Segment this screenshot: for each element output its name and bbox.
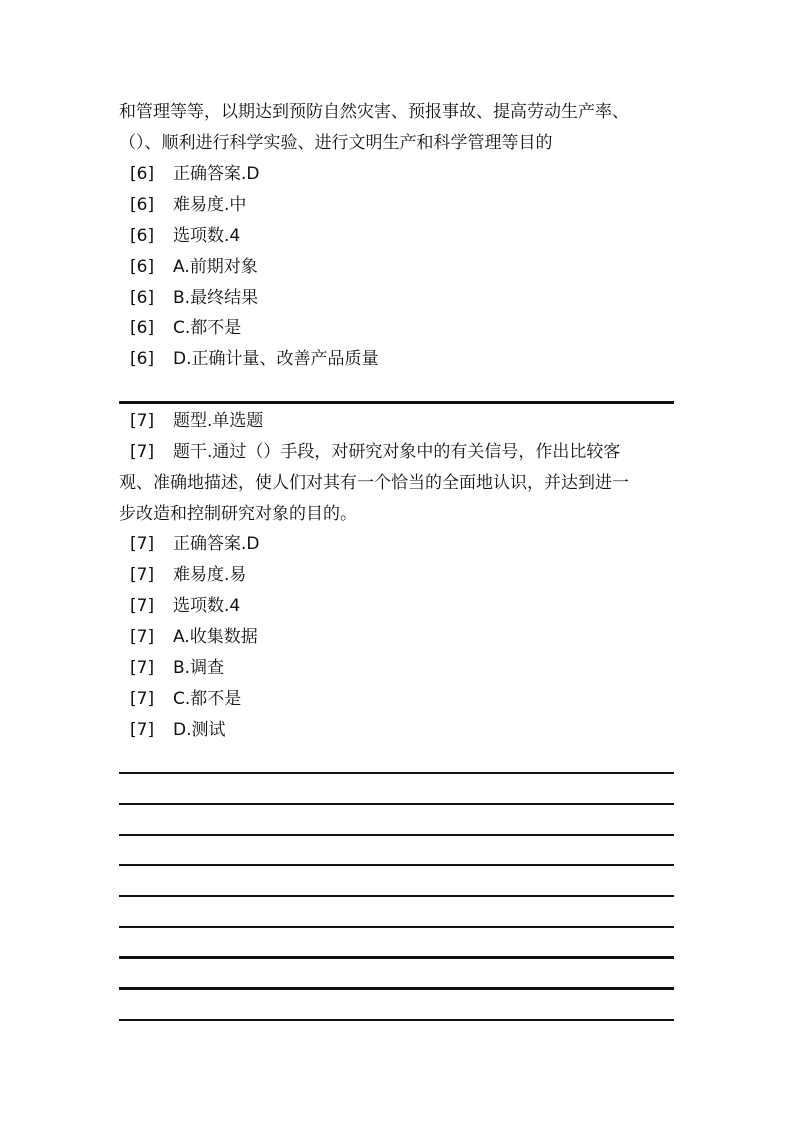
q7-option-c: C.都不是 <box>173 689 242 709</box>
q6-option-count-row <box>119 221 679 252</box>
q7-option-b: B.调查 <box>173 658 225 678</box>
q6-option-c-row <box>119 313 679 344</box>
question-divider <box>119 401 674 404</box>
q6-marker: [6] <box>130 288 155 308</box>
q7-difficulty-row <box>119 560 679 591</box>
q6-option-b: B.最终结果 <box>173 288 259 308</box>
q6-marker: [6] <box>130 257 155 277</box>
q7-option-c-row <box>119 684 679 715</box>
q6-option-a: A.前期对象 <box>173 257 258 277</box>
q7-marker: [7] <box>130 534 155 554</box>
q7-stem-line-2: 观、准确地描述，使人们对其有一个恰当的全面地认识，并达到进一 <box>119 473 629 493</box>
separator-rule <box>119 834 674 836</box>
q7-option-count-row <box>119 591 679 622</box>
q7-answer: 正确答案.D <box>173 534 260 554</box>
q6-option-count: 选项数.4 <box>173 226 241 246</box>
q7-stem-line-3: 步改造和控制研究对象的目的。 <box>119 504 357 524</box>
q7-difficulty: 难易度.易 <box>173 565 247 585</box>
q6-option-a-row <box>119 252 679 283</box>
q7-marker: [7] <box>130 689 155 709</box>
q7-stem-row <box>119 437 679 468</box>
q6-answer: 正确答案.D <box>173 164 260 184</box>
q7-marker: [7] <box>130 658 155 678</box>
q7-marker: [7] <box>130 596 155 616</box>
q7-option-count: 选项数.4 <box>173 596 241 616</box>
q7-option-b-row <box>119 653 679 684</box>
q7-type: 题型.单选题 <box>173 411 264 431</box>
q7-marker: [7] <box>130 720 155 740</box>
separator-rule <box>119 864 674 866</box>
separator-rule <box>119 987 674 990</box>
q7-option-d-row <box>119 715 679 746</box>
separator-rule <box>119 926 674 928</box>
q6-marker: [6] <box>130 195 155 215</box>
q6-option-b-row <box>119 283 679 314</box>
q7-option-a: A.收集数据 <box>173 627 258 647</box>
q6-answer-row <box>119 159 679 190</box>
q7-marker: [7] <box>130 442 155 462</box>
q7-type-row <box>119 406 679 437</box>
separator-rule <box>119 803 674 805</box>
q6-difficulty-row <box>119 190 679 221</box>
q6-marker: [6] <box>130 318 155 338</box>
q7-stem-line-1: 题干.通过（）手段，对研究对象中的有关信号，作出比较客 <box>173 442 621 462</box>
q7-marker: [7] <box>130 565 155 585</box>
q6-difficulty: 难易度.中 <box>173 195 247 215</box>
q6-option-d-row <box>119 344 679 375</box>
q6-stem-line-2: （）、顺利进行科学实验、进行文明生产和科学管理等目的 <box>119 133 553 153</box>
q7-marker: [7] <box>130 627 155 647</box>
separator-rule <box>119 772 674 774</box>
q7-marker: [7] <box>130 411 155 431</box>
q6-marker: [6] <box>130 349 155 369</box>
q7-option-a-row <box>119 622 679 653</box>
separator-rule <box>119 895 674 897</box>
q7-answer-row <box>119 529 679 560</box>
q6-marker: [6] <box>130 226 155 246</box>
q6-option-d: D.正确计量、改善产品质量 <box>173 349 379 369</box>
q6-stem-line-1: 和管理等等，以期达到预防自然灾害、预报事故、提高劳动生产率、 <box>119 102 629 122</box>
separator-rule <box>119 956 674 959</box>
separator-rule <box>119 1019 674 1021</box>
q7-option-d: D.测试 <box>173 720 226 740</box>
q6-option-c: C.都不是 <box>173 318 242 338</box>
q6-marker: [6] <box>130 164 155 184</box>
